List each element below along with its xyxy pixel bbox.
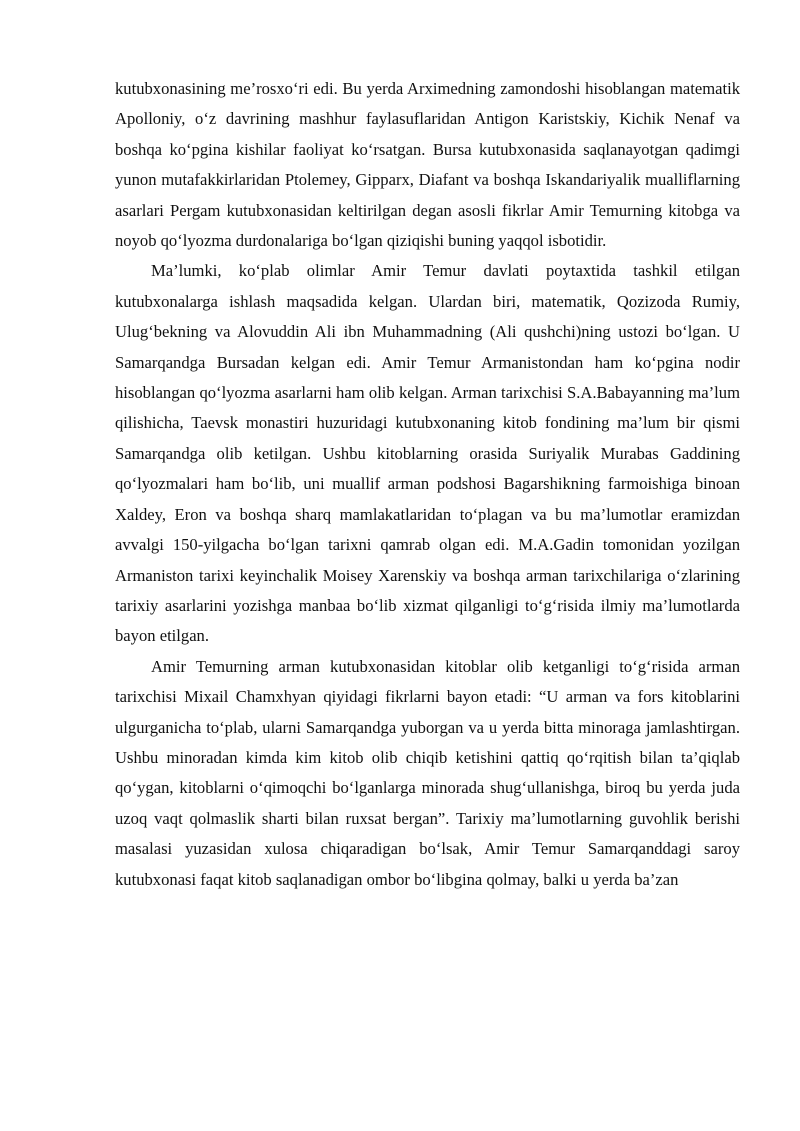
paragraph-scholars: Ma’lumki, ko‘plab olimlar Amir Temur davlati poytaxtida tashkil etilgan kutubxonalarga ishlash maqsadida kelgan. Ulardan biri, matematik, Qozizoda Rumiy, Ulug‘bekning va Alovuddin Ali ibn Muhammadning (Ali qushchi)ning ustozi bo‘lgan. U Samarqandga Bursadan kelgan edi. Amir Temur Armanistondan ham ko‘pgina nodir hisoblangan qo‘lyozma asarlarni ham olib kelgan. Arman tarixchisi S.A.Babayanning ma’lum qilishicha, Taevsk monastiri huzuridagi kutubxonaning kitob fondining ma’lum bir qismi Samarqandga olib ketilgan. Ushbu kitoblarning orasida Suriyalik Murabas Gaddining qo‘lyozmalari ham bo‘lib, uni muallif arman podshosi Bagarshikning farmoishiga binoan Xaldey, Eron va boshqa sharq mamlakatlaridan to‘plagan va bu ma’lumotlar eramizdan avvalgi 150-yilgacha bo‘lgan tarixni qamrab olgan edi. M.A.Gadin tomonidan yozilgan Armaniston tarixi keyinchalik Moisey Xarenskiy va boshqa arman tarixchilariga o‘zlarining tarixiy asarlarini yozishga manbaa bo‘lib xizmat qilganligi to‘g‘risida ilmiy ma’lumotlarda bayon etilgan. (115, 261, 740, 646)
paragraph-armenian-library: Amir Temurning arman kutubxonasidan kitoblar olib ketganligi to‘g‘risida arman tarixchisi Mixail Chamxhyan qiyidagi fikrlarni bayon etadi: “U arman va fors kitoblarini ulgurganicha to‘plab, ularni Samarqandga yuborgan va u yerda bitta minoraga jamlashtirgan. Ushbu minoradan kimda kim kitob olib chiqib ketishini qattiq qo‘rqitish bilan ta’qiqlab qo‘ygan, kitoblarni o‘qimoqchi bo‘lganlarga minorada shug‘ullanishga, biroq bu yerda juda uzoq vaqt qolmaslik sharti bilan ruxsat bergan”. Tarixiy ma’lumotlarning guvohlik berishi masalasi yuzasidan xulosa chiqaradigan bo‘lsak, Amir Temur Samarqanddagi saroy kutubxonasi faqat kitob saqlanadigan ombor bo‘libgina qolmay, balki u yerda ba’zan (115, 656, 740, 889)
paragraph-continuation: kutubxonasining me’rosxo‘ri edi. Bu yerda Arximedning zamondoshi hisoblangan matematik Apolloniy, o‘z davrining mashhur faylasuflaridan Antigon Karistskiy, Kichik Nenaf va boshqa ko‘pgina kishilar faoliyat ko‘rsatgan. Bursa kutubxonasida saqlanayotgan qadimgi yunon mutafakkirlaridan Ptolemey, Gipparx, Diafant va boshqa Iskandariyalik mualliflarning asarlari Pergam kutubxonasidan keltirilgan degan asosli fikrlar Amir Temurning kitobga va noyob qo‘lyozma durdonalariga bo‘lgan qiziqishi buning yaqqol isbotidir. (115, 79, 740, 251)
document-page (115, 74, 740, 895)
